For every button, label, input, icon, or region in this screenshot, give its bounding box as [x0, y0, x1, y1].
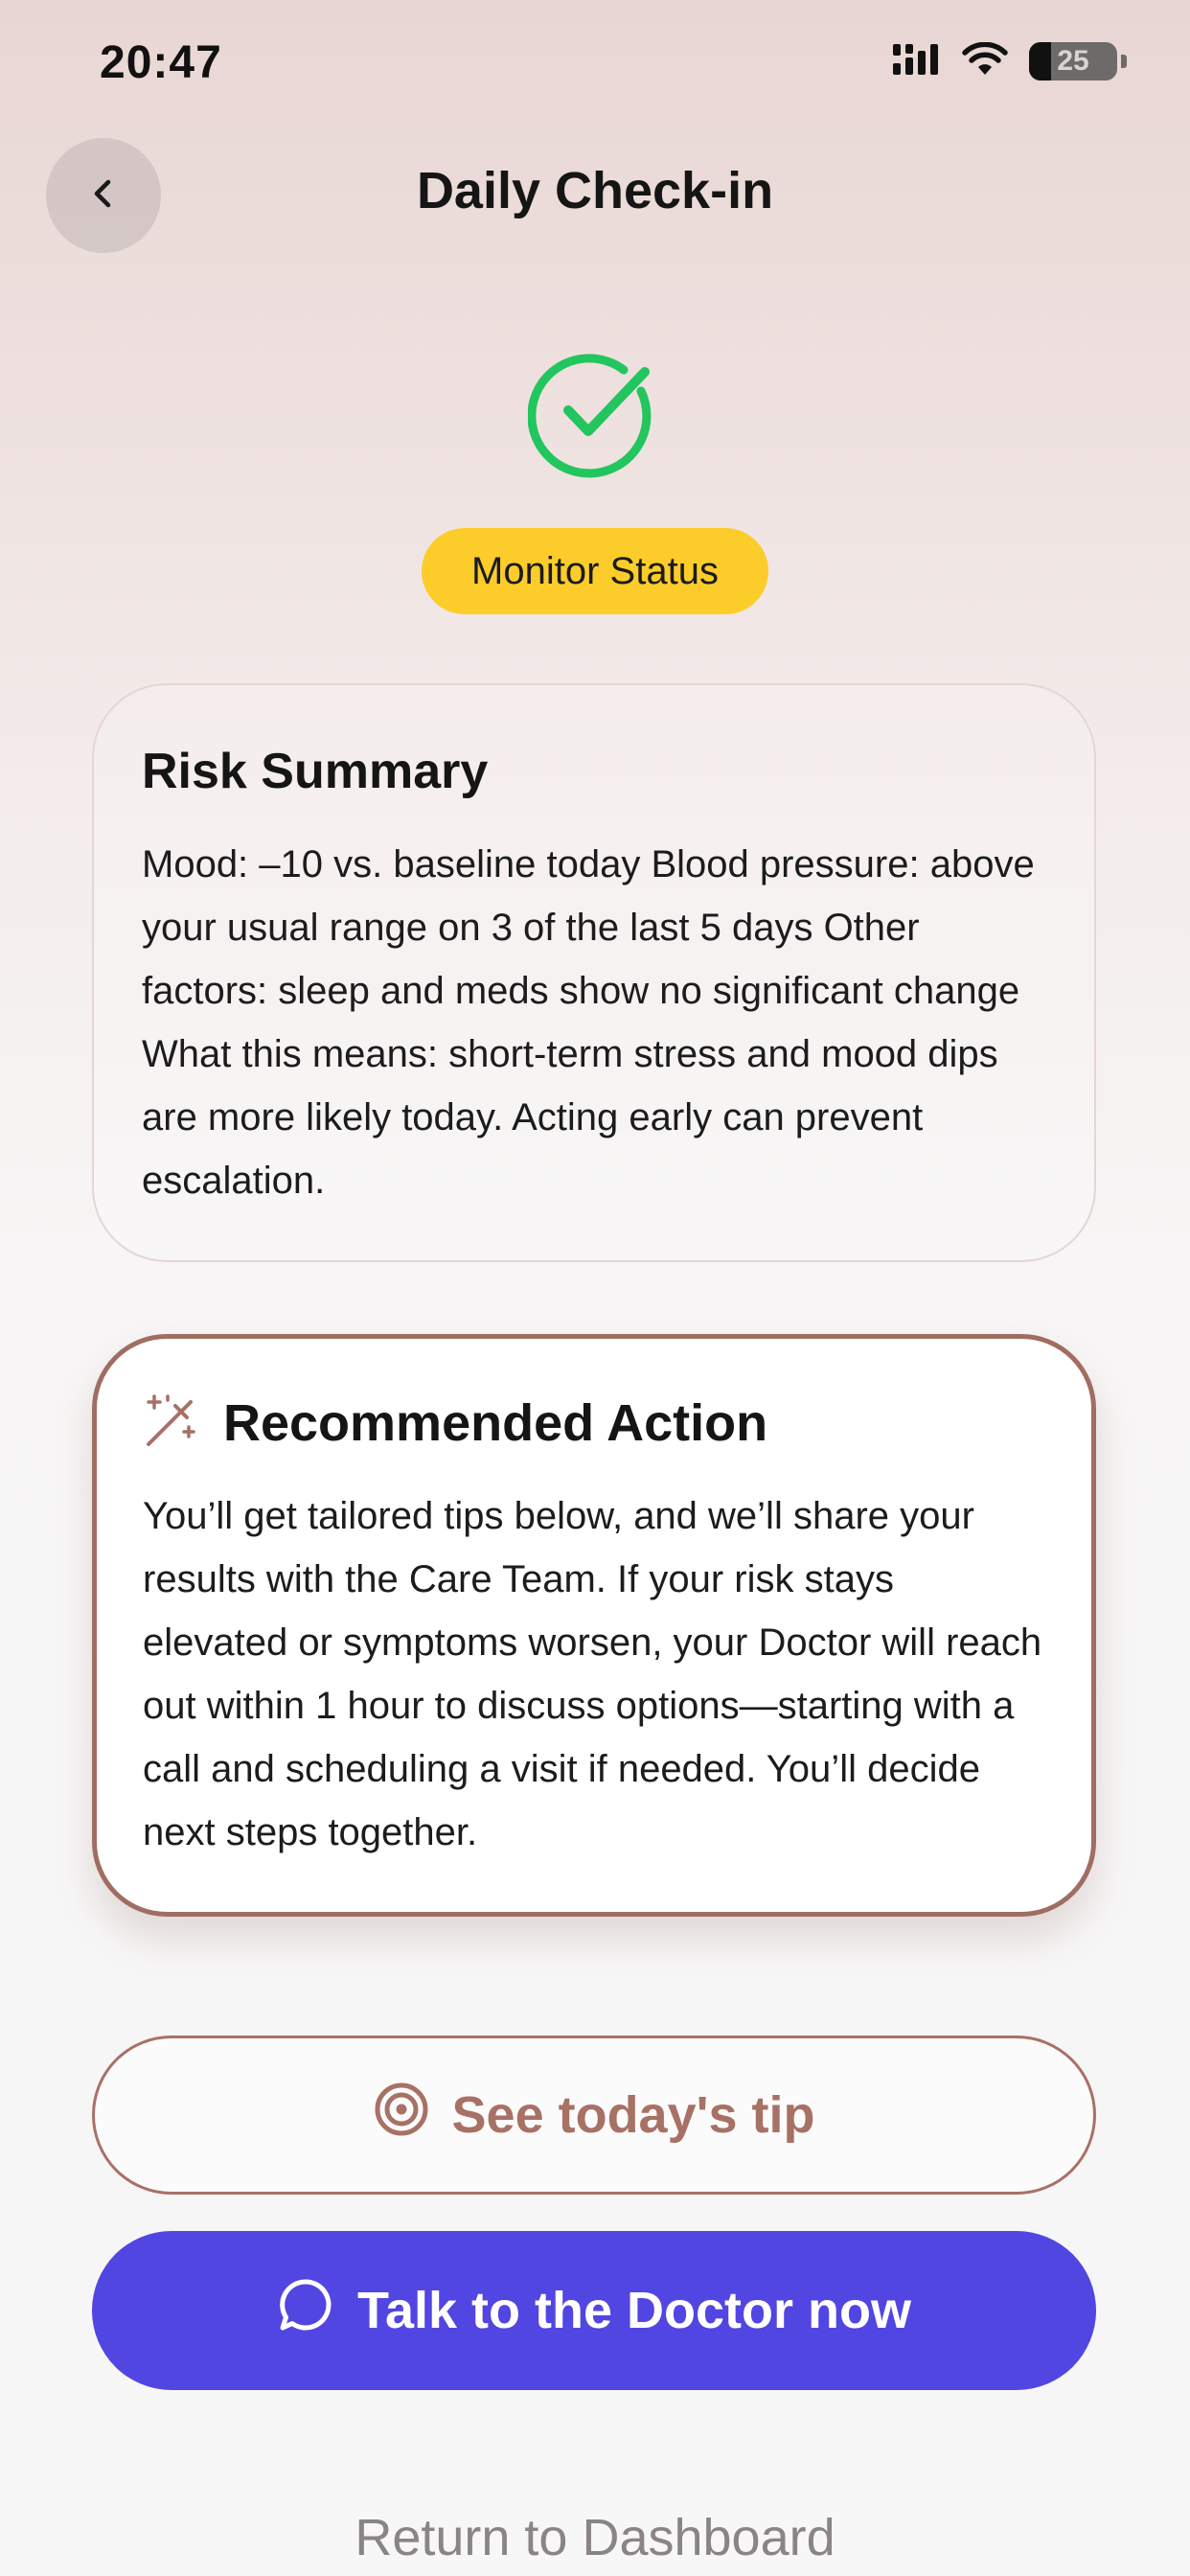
recommended-action-body: You’ll get tailored tips below, and we’ll share your results with the Care Team. If your risk stays elevated or symptoms worsen, your Doctor will reach out within 1 hour to discuss options—starting with a call and scheduling a visit if needed. You’ll decide next steps together.	[143, 1495, 1042, 1853]
recommended-action-card	[92, 1334, 1096, 1917]
status-icons	[893, 40, 1129, 82]
risk-summary-card	[92, 683, 1096, 1262]
chat-bubble-icon	[277, 2276, 334, 2346]
recommended-action-title: Recommended Action	[223, 1394, 768, 1452]
wifi-icon	[962, 42, 1008, 81]
risk-summary-title: Risk Summary	[142, 744, 489, 799]
cellular-signal-icon	[893, 44, 941, 80]
return-to-dashboard-link[interactable]: Return to Dashboard	[355, 2509, 835, 2566]
battery-level: 25	[1057, 45, 1089, 77]
talk-to-doctor-label: Talk to the Doctor now	[357, 2282, 911, 2339]
status-time: 20:47	[100, 37, 222, 88]
see-tip-button[interactable]	[92, 2036, 1096, 2195]
magic-wand-icon	[143, 1392, 200, 1455]
risk-summary-body: Mood: –10 vs. baseline today Blood pressure: above your usual range on 3 of the last 5 days Other factors: sleep and meds show no significant change What this means: short-term stress and mood dips are more likely today. Acting early can prevent escalation.	[142, 843, 1035, 1202]
status-badge: Monitor Status	[422, 528, 768, 614]
target-icon	[374, 2082, 429, 2150]
talk-to-doctor-button[interactable]	[92, 2231, 1096, 2390]
check-circle-icon	[528, 347, 662, 481]
status-bar	[0, 0, 1190, 125]
see-tip-label: See today's tip	[451, 2086, 815, 2144]
battery-icon	[1029, 42, 1129, 80]
page-title: Daily Check-in	[416, 162, 774, 219]
